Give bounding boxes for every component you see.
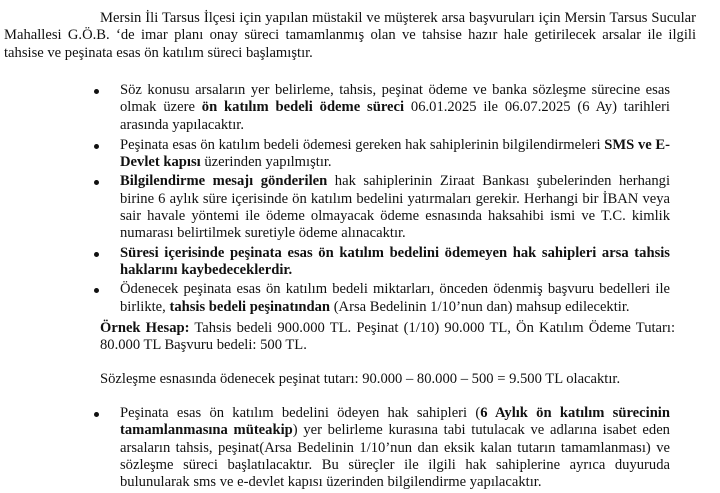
example-calculation — [100, 320, 675, 355]
list-item — [120, 173, 670, 242]
list-item-text: Peşinata esas ön katılım bedelini ödeyen hak sahipleri ( — [120, 405, 481, 421]
list-item-bold: SMS ve E-Devlet kapısı — [120, 136, 671, 171]
bullet-icon — [94, 180, 99, 185]
list-item-bold: tahsis bedeli peşinatından — [169, 298, 331, 315]
list-item-bold: ön katılım bedeli ödeme süreci — [201, 99, 405, 116]
bullet-list — [120, 82, 670, 316]
list-item-text: Ödenecek peşinata esas ön katılım bedeli miktarları, önceden ödenmiş başvuru bedelleri ile birlikte, — [120, 281, 670, 315]
list-item — [120, 405, 670, 491]
list-item-text: 06.01.2025 ile 06.07.2025 (6 Ay) tarihleri arasında yapılacaktır. — [120, 99, 670, 133]
list-item-bold: Süresi içerisinde peşinata esas ön katılım bedelini ödemeyen hak sahipleri arsa tahsis haklarını kaybedeceklerdir. — [120, 244, 670, 278]
list-item-bold: 6 Aylık ön katılım sürecinin tamamlanmasına müteakip — [120, 405, 670, 439]
example-label: Örnek Hesap: — [100, 320, 190, 336]
example-text: Tahsis bedeli 900.000 TL. Peşinat (1/10) 90.000 TL, Ön Katılım Ödeme Tutarı: 80.000 TL Başvuru bedeli: 500 TL. — [100, 320, 675, 354]
list-item-text: hak sahiplerinin Ziraat Bankası şubelerinden herhangi birine 6 aylık süre içerisinde ön katılım bedelini yatırmaları gerekir. Herhangi bir İBAN veya sair havale yöntemi ile ödeme olmayacak ödeme esnasında haksahibi ismi ve T.C. kimlik numarası belirtilmek suretiyle ödeme alınacaktır. — [120, 173, 671, 242]
bullet-icon — [94, 412, 99, 417]
bullet-icon — [94, 288, 99, 293]
list-item — [120, 245, 670, 280]
list-item-text: Söz konusu arsaların yer belirleme, tahsis, peşinat ödeme ve banka sözleşme sürecine esas olmak üzere — [120, 82, 670, 116]
summary-line: Sözleşme esnasında ödenecek peşinat tutarı: 90.000 – 80.000 – 500 = 9.500 TL olacaktır. — [100, 371, 621, 387]
list-item-text: ) yer belirleme kurasına tabi tutulacak ve adlarına isabet eden arsaların tahsis, peşinat(Arsa Bedelinin 1/10’nun dan eksik kalan tutarın tamamlanması) ve sözleşme süreci başlatılacaktır. Bu süreçler ile ilgili hak sahiplerine ayrıca duyuruda bulunularak sms ve e-devlet kapısı üzerinden bilgilendirme yapılacaktır. — [120, 422, 670, 491]
list-item — [120, 137, 670, 172]
bullet-list-2 — [120, 405, 670, 491]
list-item-text: üzerinden yapılmıştır. — [200, 154, 332, 171]
intro-paragraph: Mersin İli Tarsus İlçesi için yapılan müstakil ve müşterek arsa başvuruları için Mersin Tarsus Sucular Mahallesi G.Ö.B. ‘de imar planı onay süreci tamamlanmış olan ve tahsise hazır hale getirilecek arsalar ile ilgili tahsise ve peşinata esas ön katılım süreci başlamıştır. — [4, 10, 696, 61]
bullet-icon — [94, 144, 99, 149]
bullet-icon — [94, 252, 99, 257]
list-item-bold: Bilgilendirme mesajı gönderilen — [120, 173, 328, 190]
list-item — [120, 82, 670, 134]
bullet-icon — [94, 89, 99, 94]
list-item — [120, 281, 670, 316]
list-item-text: (Arsa Bedelinin 1/10’nun dan) mahsup edilecektir. — [330, 298, 630, 315]
list-item-text: Peşinata esas ön katılım bedeli ödemesi gereken hak sahiplerinin bilgilendirmeleri — [120, 136, 605, 153]
